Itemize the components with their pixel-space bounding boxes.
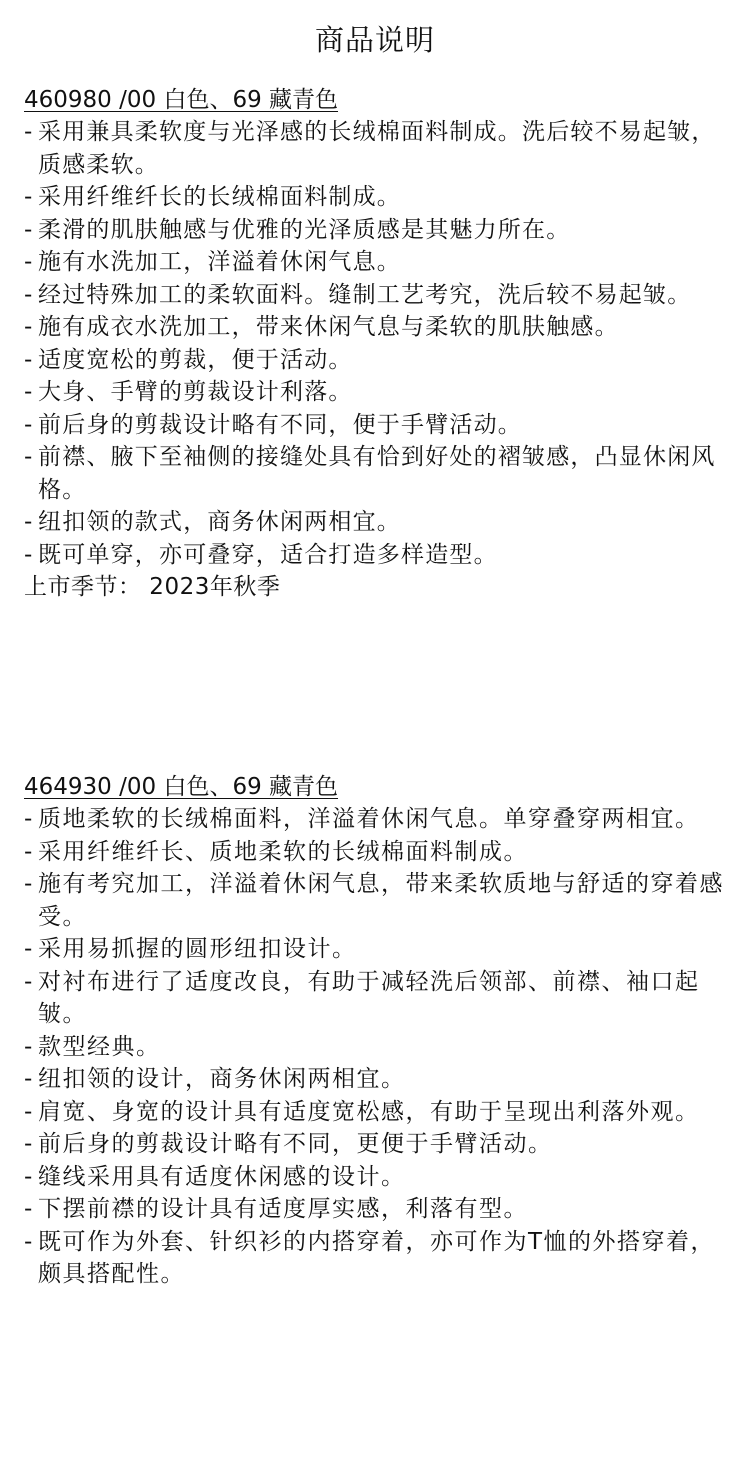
feature-item (24, 116, 730, 181)
feature-list (24, 803, 730, 1291)
bullet-dash: - (24, 346, 34, 373)
feature-item (24, 966, 730, 1031)
bullet-dash: - (24, 379, 34, 405)
feature-item (24, 1031, 730, 1064)
page-title: 商品说明 (314, 23, 435, 57)
product-code: 464930 /00 白色、69 藏青色 (24, 774, 339, 800)
feature-item (24, 1193, 730, 1226)
feature-text: 前后身的剪裁设计略有不同，更便于手臂活动。 (38, 1131, 553, 1157)
bullet-dash: - (24, 1228, 34, 1255)
feature-text: 前后身的剪裁设计略有不同，便于手臂活动。 (38, 411, 522, 438)
bullet-dash: - (24, 838, 34, 865)
feature-text: 缝线采用具有适度休闲感的设计。 (38, 1163, 406, 1190)
bullet-dash: - (24, 509, 34, 535)
bullet-dash: - (24, 1196, 34, 1222)
feature-text: 施有考究加工，洋溢着休闲气息，带来柔软质地与舒适的穿着感受。 (38, 871, 724, 930)
feature-item (24, 539, 730, 572)
bullet-dash: - (24, 1098, 34, 1125)
feature-item (24, 1063, 730, 1096)
feature-item (24, 933, 730, 966)
feature-item (24, 803, 730, 836)
feature-text: 柔滑的肌肤触感与优雅的光泽质感是其魅力所在。 (38, 216, 571, 243)
feature-item (24, 441, 730, 506)
feature-text: 对衬布进行了适度改良，有助于减轻洗后领部、前襟、袖口起皱。 (38, 968, 700, 1027)
feature-text: 采用兼具柔软度与光泽感的长绒棉面料制成。洗后较不易起皱，质感柔软。 (38, 119, 716, 178)
bullet-dash: - (24, 806, 34, 832)
bullet-dash: - (24, 1131, 34, 1157)
product-section-460980 (24, 84, 730, 603)
bullet-dash: - (24, 119, 34, 145)
bullet-dash: - (24, 1163, 34, 1190)
feature-text: 采用易抓握的圆形纽扣设计。 (38, 936, 357, 962)
feature-item (24, 506, 730, 539)
feature-item (24, 311, 730, 344)
feature-item (24, 1226, 730, 1291)
bullet-dash: - (24, 871, 34, 897)
product-section-464930 (24, 771, 730, 1291)
bullet-dash: - (24, 411, 34, 438)
feature-item (24, 246, 730, 279)
bullet-dash: - (24, 1033, 34, 1060)
feature-item (24, 344, 730, 377)
bullet-dash: - (24, 1066, 34, 1092)
feature-list (24, 116, 730, 571)
feature-item (24, 376, 730, 409)
bullet-dash: - (24, 249, 34, 275)
feature-text: 纽扣领的款式，商务休闲两相宜。 (38, 509, 401, 535)
bullet-dash: - (24, 444, 34, 470)
feature-item (24, 279, 730, 312)
feature-item (24, 836, 730, 869)
feature-item (24, 181, 730, 214)
bullet-dash: - (24, 314, 34, 340)
feature-item (24, 1128, 730, 1161)
feature-text: 质地柔软的长绒棉面料，洋溢着休闲气息。单穿叠穿两相宜。 (38, 806, 700, 832)
feature-item (24, 409, 730, 442)
bullet-dash: - (24, 541, 34, 568)
product-code: 460980 /00 白色、69 藏青色 (24, 87, 339, 113)
feature-text: 既可作为外套、针织衫的内搭穿着，亦可作为T恤的外搭穿着，颇具搭配性。 (38, 1228, 716, 1287)
feature-text: 施有成衣水洗加工，带来休闲气息与柔软的肌肤触感。 (38, 314, 619, 340)
feature-text: 施有水洗加工，洋溢着休闲气息。 (38, 249, 401, 275)
bullet-dash: - (24, 936, 34, 962)
feature-text: 采用纤维纤长的长绒棉面料制成。 (38, 184, 401, 210)
feature-text: 下摆前襟的设计具有适度厚实感，利落有型。 (38, 1196, 528, 1222)
feature-text: 适度宽松的剪裁，便于活动。 (38, 346, 353, 373)
feature-item (24, 214, 730, 247)
bullet-dash: - (24, 184, 34, 210)
feature-item (24, 868, 730, 933)
feature-text: 经过特殊加工的柔软面料。缝制工艺考究，洗后较不易起皱。 (38, 281, 692, 308)
feature-text: 采用纤维纤长、质地柔软的长绒棉面料制成。 (38, 838, 528, 865)
feature-item (24, 1096, 730, 1129)
release-season: 上市季节： 2023年秋季 (24, 574, 281, 600)
bullet-dash: - (24, 281, 34, 308)
feature-text: 既可单穿，亦可叠穿，适合打造多样造型。 (38, 541, 498, 568)
feature-text: 前襟、腋下至袖侧的接缝处具有恰到好处的褶皱感，凸显休闲风格。 (38, 444, 716, 503)
feature-text: 纽扣领的设计，商务休闲两相宜。 (38, 1066, 406, 1092)
feature-item (24, 1161, 730, 1194)
bullet-dash: - (24, 216, 34, 243)
feature-text: 大身、手臂的剪裁设计利落。 (38, 379, 353, 405)
bullet-dash: - (24, 968, 34, 995)
feature-text: 款型经典。 (38, 1033, 161, 1060)
feature-text: 肩宽、身宽的设计具有适度宽松感，有助于呈现出利落外观。 (38, 1098, 700, 1125)
